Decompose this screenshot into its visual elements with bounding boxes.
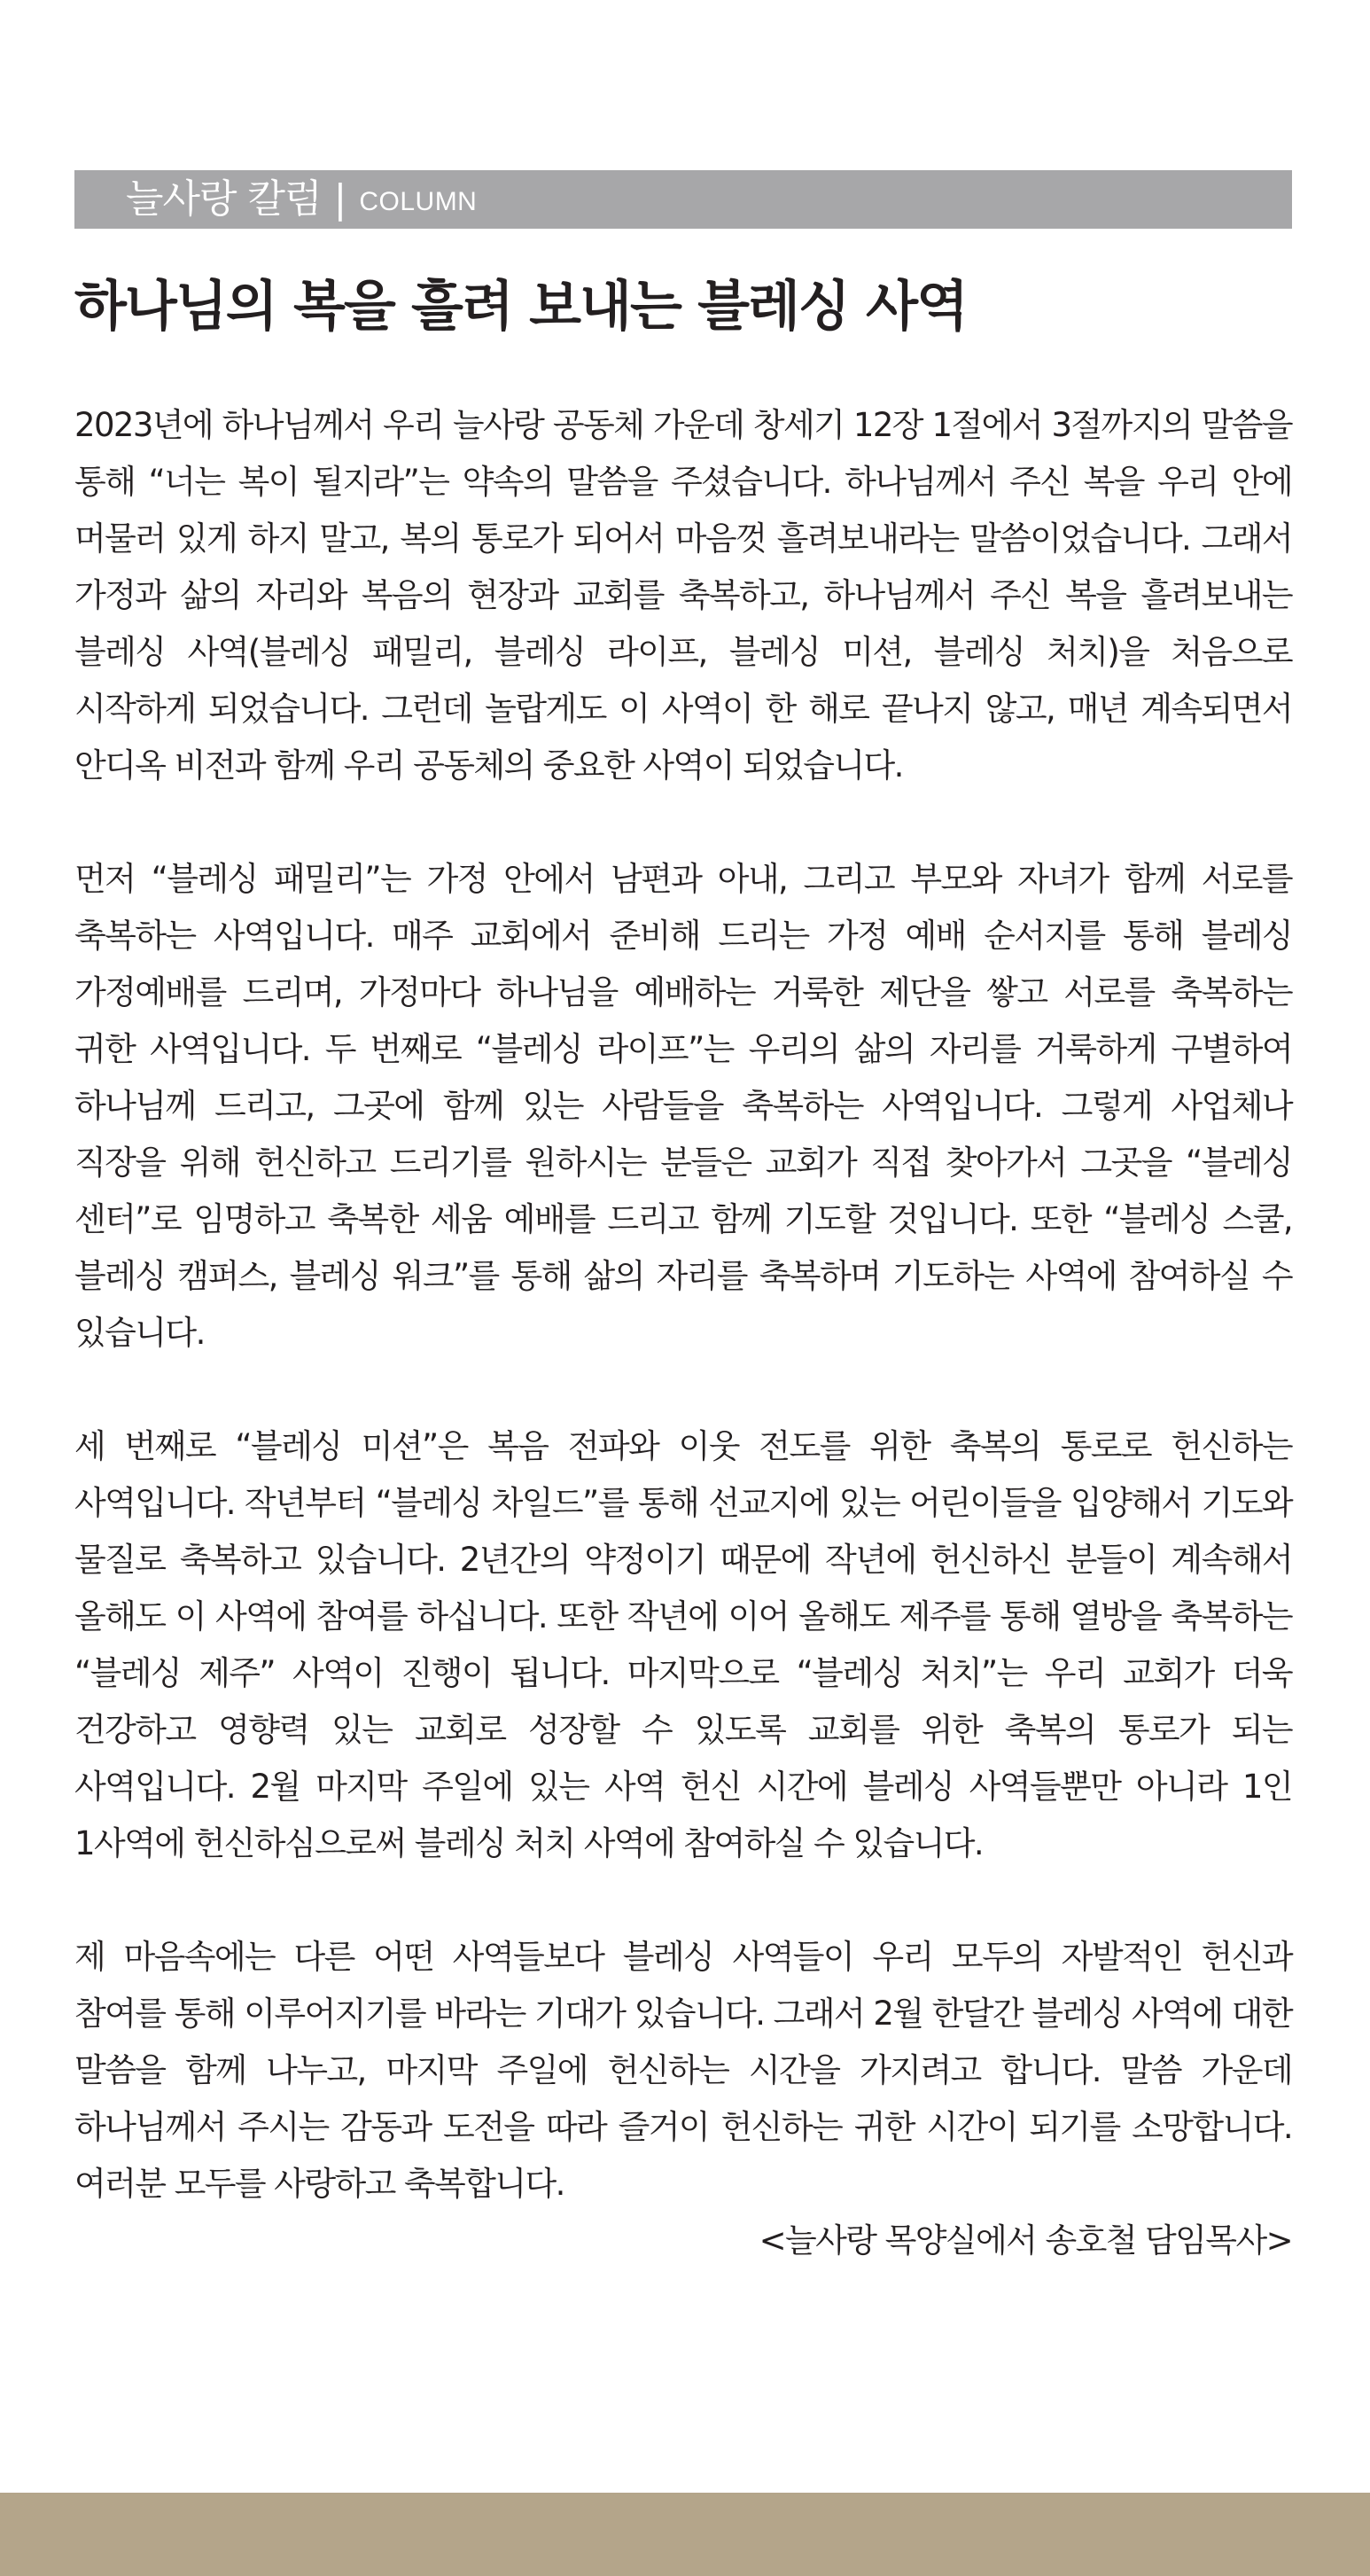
- column-header-bar: [74, 170, 1292, 229]
- article-body: [74, 397, 1292, 2269]
- footer-band: [0, 2493, 1370, 2576]
- article-paragraph-3: 세 번째로 “블레싱 미션”은 복음 전파와 이웃 전도를 위한 축복의 통로로 헌신하는 사역입니다. 작년부터 “블레싱 차일드”를 통해 선교지에 있는 어린이들을 입양해서 기도와 물질로 축복하고 있습니다. 2년간의 약정이기 때문에 작년에 헌신하신 분들이 계속해서 올해도 이 사역에 참여를 하십니다. 또한 작년에 이어 올해도 제주를 통해 열방을 축복하는 “블레싱 제주” 사역이 진행이 됩니다. 마지막으로 “블레싱 처치”는 우리 교회가 더욱 건강하고 영향력 있는 교회로 성장할 수 있도록 교회를 위한 축복의 통로가 되는 사역입니다. 2월 마지막 주일에 있는 사역 헌신 시간에 블레싱 사역들뿐만 아니라 1인 1사역에 헌신하심으로써 블레싱 처치 사역에 참여하실 수 있습니다.: [74, 1427, 1292, 1862]
- section-label: 늘사랑 칼럼: [126, 176, 322, 222]
- article-paragraph-4: 제 마음속에는 다른 어떤 사역들보다 블레싱 사역들이 우리 모두의 자발적인 헌신과 참여를 통해 이루어지기를 바라는 기대가 있습니다. 그래서 2월 한달간 블레싱 사역에 대한 말씀을 함께 나누고, 마지막 주일에 헌신하는 시간을 가지려고 합니다. 말씀 가운데 하나님께서 주시는 감동과 도전을 따라 즐거이 헌신하는 귀한 시간이 되기를 소망합니다. 여러분 모두를 사랑하고 축복합니다.: [74, 1938, 1292, 2203]
- article-signature: <늘사랑 목양실에서 송호철 담임목사>: [759, 2221, 1292, 2260]
- article-title: 하나님의 복을 흘려 보내는 블레싱 사역: [74, 275, 968, 338]
- section-sublabel: COLUMN: [359, 187, 478, 216]
- article-paragraph-1: 2023년에 하나님께서 우리 늘사랑 공동체 가운데 창세기 12장 1절에서 3절까지의 말씀을 통해 “너는 복이 될지라”는 약속의 말씀을 주셨습니다. 하나님께서 주신 복을 우리 안에 머물러 있게 하지 말고, 복의 통로가 되어서 마음껏 흘려보내라는 말씀이었습니다. 그래서 가정과 삶의 자리와 복음의 현장과 교회를 축복하고, 하나님께서 주신 복을 흘려보내는 블레싱 사역(블레싱 패밀리, 블레싱 라이프, 블레싱 미션, 블레싱 처치)을 처음으로 시작하게 되었습니다. 그런데 놀랍게도 이 사역이 한 해로 끝나지 않고, 매년 계속되면서 안디옥 비전과 함께 우리 공동체의 중요한 사역이 되었습니다.: [74, 406, 1292, 785]
- article-paragraph-2: 먼저 “블레싱 패밀리”는 가정 안에서 남편과 아내, 그리고 부모와 자녀가 함께 서로를 축복하는 사역입니다. 매주 교회에서 준비해 드리는 가정 예배 순서지를 통해 블레싱 가정예배를 드리며, 가정마다 하나님을 예배하는 거룩한 제단을 쌓고 서로를 축복하는 귀한 사역입니다. 두 번째로 “블레싱 라이프”는 우리의 삶의 자리를 거룩하게 구별하여 하나님께 드리고, 그곳에 함께 있는 사람들을 축복하는 사역입니다. 그렇게 사업체나 직장을 위해 헌신하고 드리기를 원하시는 분들은 교회가 직접 찾아가서 그곳을 “블레싱 센터”로 임명하고 축복한 세움 예배를 드리고 함께 기도할 것입니다. 또한 “블레싱 스쿨, 블레싱 캠퍼스, 블레싱 워크”를 통해 삶의 자리를 축복하며 기도하는 사역에 참여하실 수 있습니다.: [74, 860, 1292, 1352]
- section-separator: |: [333, 176, 347, 222]
